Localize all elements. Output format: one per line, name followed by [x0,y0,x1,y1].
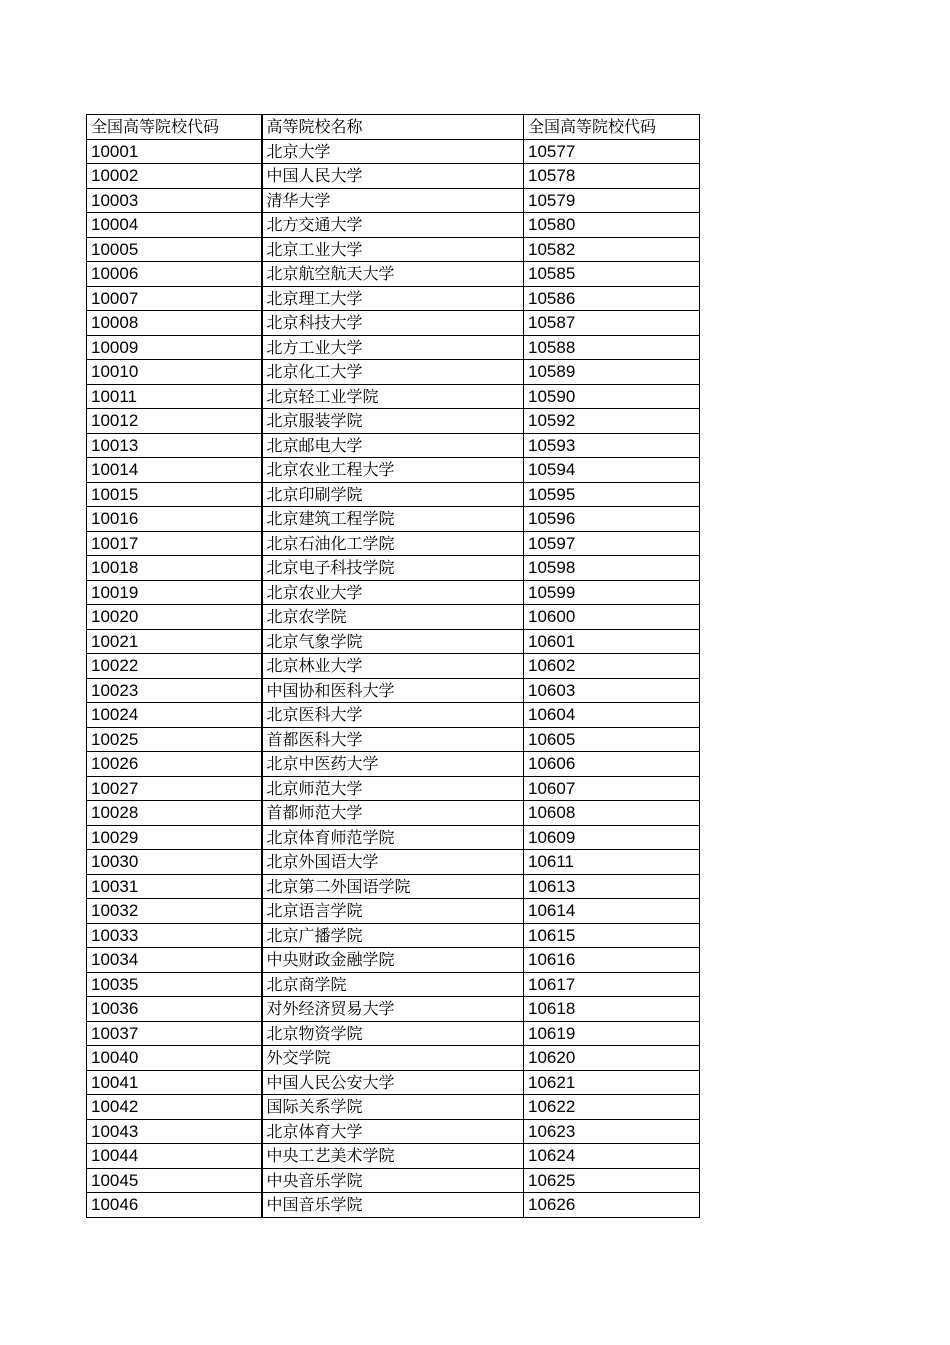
table-row [87,850,700,875]
code-right-cell: 10586 [524,286,700,311]
code-left-cell: 10012 [87,409,262,434]
code-left-cell: 10035 [87,972,262,997]
university-name-cell: 北京第二外国语学院 [262,874,524,899]
table-row [87,727,700,752]
university-name-cell: 中国音乐学院 [262,1193,524,1218]
table-row [87,433,700,458]
university-name-cell: 北京航空航天大学 [262,262,524,287]
code-right-cell: 10622 [524,1095,700,1120]
table-row [87,556,700,581]
code-left-cell: 10031 [87,874,262,899]
code-right-cell: 10615 [524,923,700,948]
university-name-cell: 北京电子科技学院 [262,556,524,581]
university-name-cell: 中国协和医科大学 [262,678,524,703]
table-row [87,605,700,630]
university-name-cell: 北京语言学院 [262,899,524,924]
table-row [87,629,700,654]
code-left-cell: 10002 [87,164,262,189]
university-name-cell: 北京科技大学 [262,311,524,336]
university-name-cell: 中国人民公安大学 [262,1070,524,1095]
code-right-cell: 10585 [524,262,700,287]
code-right-cell: 10617 [524,972,700,997]
table-row [87,360,700,385]
code-left-cell: 10017 [87,531,262,556]
table-row [87,507,700,532]
university-name-cell: 北京大学 [262,139,524,164]
code-right-cell: 10606 [524,752,700,777]
code-right-cell: 10597 [524,531,700,556]
code-right-cell: 10600 [524,605,700,630]
university-name-cell: 北京理工大学 [262,286,524,311]
code-right-cell: 10595 [524,482,700,507]
table-row [87,286,700,311]
university-name-cell: 北京邮电大学 [262,433,524,458]
university-name-cell: 北京印刷学院 [262,482,524,507]
university-name-cell: 北京医科大学 [262,703,524,728]
table-row [87,311,700,336]
code-left-cell: 10044 [87,1144,262,1169]
code-right-cell: 10613 [524,874,700,899]
university-name-cell: 北京农学院 [262,605,524,630]
table-row [87,1046,700,1071]
table-row [87,801,700,826]
code-right-cell: 10604 [524,703,700,728]
code-right-cell: 10605 [524,727,700,752]
code-left-cell: 10020 [87,605,262,630]
table-row [87,948,700,973]
table-row [87,262,700,287]
table-row [87,1144,700,1169]
university-name-cell: 北京建筑工程学院 [262,507,524,532]
code-left-cell: 10021 [87,629,262,654]
table-row [87,654,700,679]
code-right-cell: 10625 [524,1168,700,1193]
code-right-cell: 10598 [524,556,700,581]
code-left-cell: 10023 [87,678,262,703]
table-row [87,1070,700,1095]
code-left-cell: 10030 [87,850,262,875]
university-name-cell: 首都师范大学 [262,801,524,826]
university-name-cell: 中央工艺美术学院 [262,1144,524,1169]
code-right-cell: 10620 [524,1046,700,1071]
table-row [87,1193,700,1218]
university-name-cell: 首都医科大学 [262,727,524,752]
table-row [87,1021,700,1046]
code-left-cell: 10024 [87,703,262,728]
university-name-cell: 国际关系学院 [262,1095,524,1120]
university-name-cell: 北京石油化工学院 [262,531,524,556]
code-left-cell: 10027 [87,776,262,801]
code-right-cell: 10594 [524,458,700,483]
code-left-cell: 10029 [87,825,262,850]
university-name-cell: 北京师范大学 [262,776,524,801]
university-name-cell: 中央音乐学院 [262,1168,524,1193]
university-name-cell: 中央财政金融学院 [262,948,524,973]
code-left-cell: 10013 [87,433,262,458]
table-row [87,384,700,409]
code-right-cell: 10619 [524,1021,700,1046]
code-left-cell: 10010 [87,360,262,385]
table-row [87,580,700,605]
code-left-cell: 10033 [87,923,262,948]
code-right-cell: 10580 [524,213,700,238]
university-name-cell: 北京商学院 [262,972,524,997]
code-right-cell: 10602 [524,654,700,679]
university-name-cell: 北京化工大学 [262,360,524,385]
code-right-cell: 10589 [524,360,700,385]
code-right-cell: 10623 [524,1119,700,1144]
code-left-cell: 10026 [87,752,262,777]
code-right-cell: 10582 [524,237,700,262]
code-left-cell: 10019 [87,580,262,605]
code-right-cell: 10579 [524,188,700,213]
code-left-cell: 10041 [87,1070,262,1095]
table-row [87,1168,700,1193]
code-right-cell: 10611 [524,850,700,875]
code-left-cell: 10005 [87,237,262,262]
code-left-cell: 10008 [87,311,262,336]
code-right-cell: 10621 [524,1070,700,1095]
university-name-cell: 北京农业大学 [262,580,524,605]
university-name-cell: 北方工业大学 [262,335,524,360]
code-left-cell: 10036 [87,997,262,1022]
university-name-cell: 对外经济贸易大学 [262,997,524,1022]
code-left-cell: 10011 [87,384,262,409]
university-name-cell: 北京体育大学 [262,1119,524,1144]
code-right-cell: 10587 [524,311,700,336]
code-right-cell: 10607 [524,776,700,801]
code-left-cell: 10037 [87,1021,262,1046]
university-name-cell: 北京林业大学 [262,654,524,679]
table-row [87,335,700,360]
university-name-cell: 北京外国语大学 [262,850,524,875]
table-row [87,972,700,997]
university-name-cell: 北京服装学院 [262,409,524,434]
header-row [87,115,700,140]
code-left-cell: 10034 [87,948,262,973]
code-left-cell: 10046 [87,1193,262,1218]
header-university-name: 高等院校名称 [262,115,524,140]
university-name-cell: 北京轻工业学院 [262,384,524,409]
university-name-cell: 北京农业工程大学 [262,458,524,483]
university-name-cell: 北方交通大学 [262,213,524,238]
university-name-cell: 北京气象学院 [262,629,524,654]
code-left-cell: 10025 [87,727,262,752]
table-row [87,482,700,507]
university-name-cell: 北京中医药大学 [262,752,524,777]
code-right-cell: 10614 [524,899,700,924]
code-left-cell: 10042 [87,1095,262,1120]
table-row [87,997,700,1022]
table-row [87,237,700,262]
code-right-cell: 10577 [524,139,700,164]
university-name-cell: 清华大学 [262,188,524,213]
code-left-cell: 10018 [87,556,262,581]
code-left-cell: 10006 [87,262,262,287]
code-right-cell: 10624 [524,1144,700,1169]
code-left-cell: 10007 [87,286,262,311]
university-name-cell: 北京广播学院 [262,923,524,948]
code-left-cell: 10032 [87,899,262,924]
table-row [87,678,700,703]
header-code-right: 全国高等院校代码 [524,115,700,140]
code-right-cell: 10599 [524,580,700,605]
code-left-cell: 10028 [87,801,262,826]
code-left-cell: 10045 [87,1168,262,1193]
table-row [87,776,700,801]
table-row [87,139,700,164]
code-right-cell: 10603 [524,678,700,703]
code-left-cell: 10015 [87,482,262,507]
code-left-cell: 10004 [87,213,262,238]
code-right-cell: 10590 [524,384,700,409]
university-name-cell: 外交学院 [262,1046,524,1071]
code-left-cell: 10043 [87,1119,262,1144]
table-row [87,825,700,850]
code-right-cell: 10616 [524,948,700,973]
code-right-cell: 10626 [524,1193,700,1218]
table-row [87,164,700,189]
table-row [87,531,700,556]
table-row [87,874,700,899]
code-right-cell: 10618 [524,997,700,1022]
table-row [87,409,700,434]
code-right-cell: 10592 [524,409,700,434]
table-row [87,899,700,924]
code-right-cell: 10578 [524,164,700,189]
table-row [87,458,700,483]
table-row [87,703,700,728]
table-row [87,923,700,948]
code-left-cell: 10022 [87,654,262,679]
university-name-cell: 北京体育师范学院 [262,825,524,850]
table-row [87,1095,700,1120]
table-row [87,188,700,213]
code-right-cell: 10601 [524,629,700,654]
code-right-cell: 10596 [524,507,700,532]
code-left-cell: 10001 [87,139,262,164]
table-row [87,213,700,238]
code-right-cell: 10608 [524,801,700,826]
code-left-cell: 10014 [87,458,262,483]
code-right-cell: 10593 [524,433,700,458]
table-row [87,752,700,777]
code-left-cell: 10009 [87,335,262,360]
university-name-cell: 中国人民大学 [262,164,524,189]
university-code-table [86,114,700,1218]
code-left-cell: 10040 [87,1046,262,1071]
header-code-left: 全国高等院校代码 [87,115,262,140]
code-left-cell: 10003 [87,188,262,213]
code-right-cell: 10588 [524,335,700,360]
university-name-cell: 北京工业大学 [262,237,524,262]
university-name-cell: 北京物资学院 [262,1021,524,1046]
table-row [87,1119,700,1144]
code-right-cell: 10609 [524,825,700,850]
code-left-cell: 10016 [87,507,262,532]
